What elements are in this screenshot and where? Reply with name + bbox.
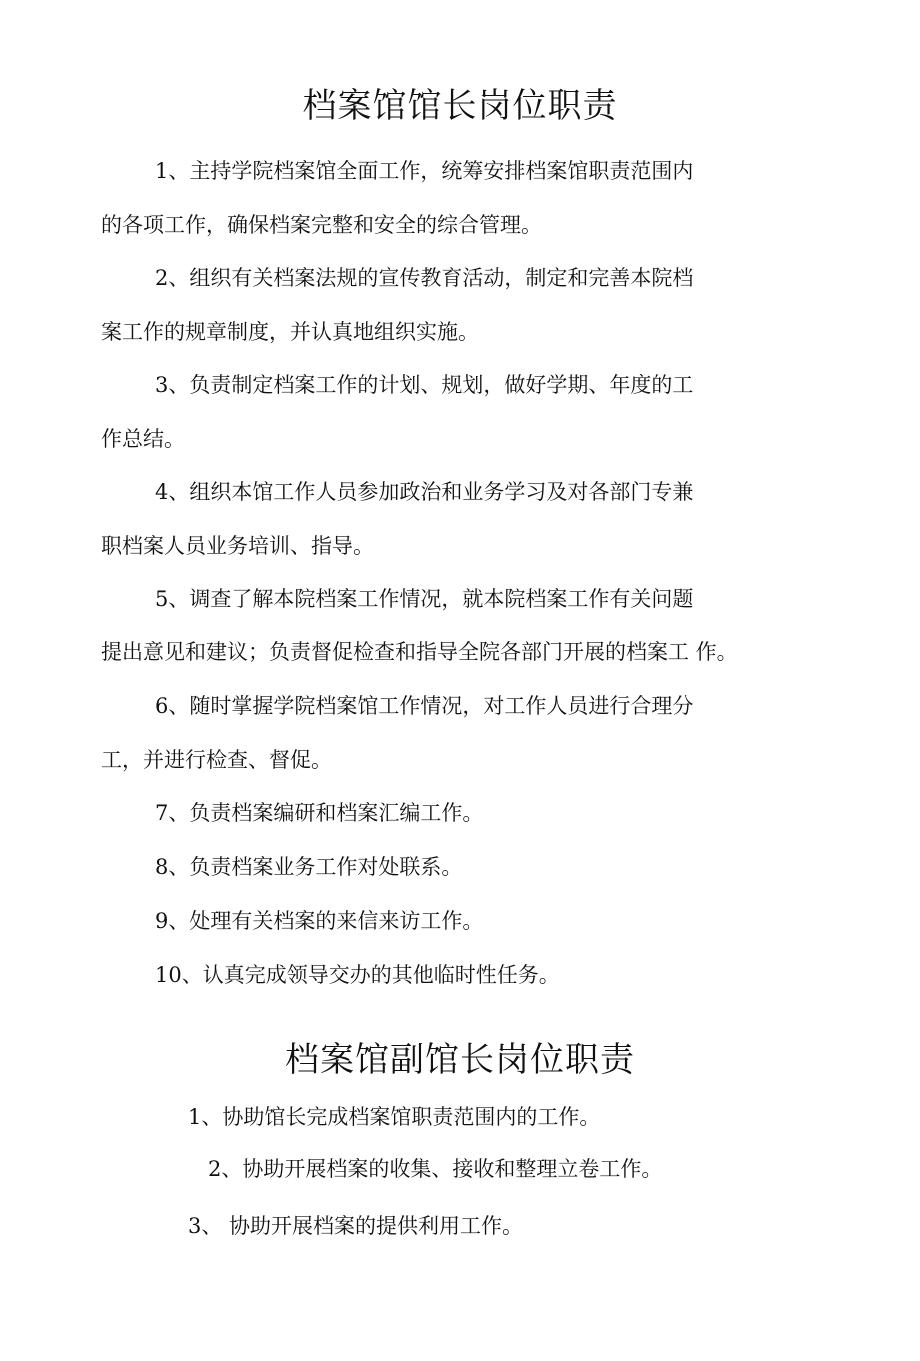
section-2-title: 档案馆副馆长岗位职责 [285,1040,635,1080]
duty-2-line-1: 2、组织有关档案法规的宣传教育活动，制定和完善本院档 [155,266,694,290]
duty-10: 10、认真完成领导交办的其他临时性任务。 [155,963,560,987]
duty-2-line-2: 案工作的规章制度，并认真地组织实施。 [101,320,479,344]
deputy-duty-1: 1、协助馆长完成档案馆职责范围内的工作。 [188,1105,601,1129]
duty-6-line-1: 6、随时掌握学院档案馆工作情况，对工作人员进行合理分 [155,694,694,718]
duty-3-line-1: 3、负责制定档案工作的计划、规划，做好学期、年度的工 [155,373,694,397]
duty-1-line-1: 1、主持学院档案馆全面工作，统筹安排档案馆职责范围内 [155,159,694,183]
duty-6-line-2: 工，并进行检查、督促。 [101,748,332,772]
duty-5-line-2: 提出意见和建议；负责督促检查和指导全院各部门开展的档案工 作。 [101,640,738,664]
deputy-duty-3: 3、 协助开展档案的提供利用工作。 [188,1214,524,1238]
deputy-duty-2: 2、协助开展档案的收集、接收和整理立卷工作。 [208,1157,663,1181]
section-1-title: 档案馆馆长岗位职责 [302,86,618,126]
duty-8: 8、负责档案业务工作对处联系。 [155,855,463,879]
duty-1-line-2: 的各项工作，确保档案完整和安全的综合管理。 [101,213,542,237]
duty-7: 7、负责档案编研和档案汇编工作。 [155,801,484,825]
duty-4-line-1: 4、组织本馆工作人员参加政治和业务学习及对各部门专兼 [155,480,694,504]
duty-4-line-2: 职档案人员业务培训、指导。 [101,534,374,558]
duty-5-line-1: 5、调查了解本院档案工作情况，就本院档案工作有关问题 [155,587,694,611]
duty-9: 9、处理有关档案的来信来访工作。 [155,909,484,933]
duty-3-line-2: 作总结。 [101,427,185,451]
